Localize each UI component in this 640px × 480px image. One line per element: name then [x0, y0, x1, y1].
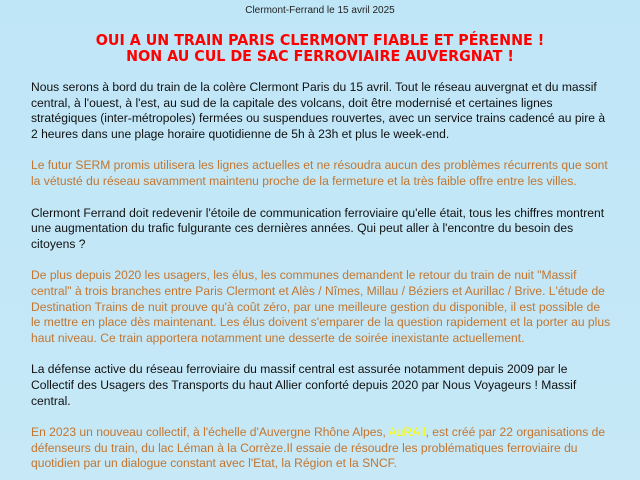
paragraph-defense-reseau: La défense active du réseau ferroviaire du massif central est assurée notamment depuis 2009 par le Collectif des Usagers des Transports du haut Allier conforté depuis 2020 par Nous Voyageurs ! Massif central. [31, 362, 577, 408]
aurail-text-before: En 2023 un nouveau collectif, à l'échelle d'Auvergne Rhône Alpes, [31, 425, 389, 440]
article-body [31, 80, 611, 480]
paragraph-train-colere: Nous serons à bord du train de la colère Clermont Paris du 15 avril. Tout le réseau auvergnat et du massif central, à l'ouest, à l'est, au sud de la capitale des volcans, doit être modernisé et certaines lignes stratégiques (inter-métropoles) fermées ou suspendues rouvertes, avec un service trains cadencé au pire à 2 heures dans une plage horaire quotidienne de 5h à 23h et plus le week-end. [31, 80, 606, 141]
paragraph-aurail [31, 425, 611, 472]
paragraph-etoile: Clermont Ferrand doit redevenir l'étoile de communication ferroviaire qu'elle était, tous les chiffres montrent une augmentation du trafic fulgurante ces dernières années. Qui peut aller à l'encontre du besoin des citoyens ? [31, 205, 605, 251]
aurail-text-after: , est créé par 22 organisations de défenseurs du train, du lac Léman à la Corrèze.Il essaie de résoudre les problématiques ferroviaire du quotidien par un dialogue constant avec l'Etat, la Région et la SNCF. [31, 425, 606, 471]
paragraph-train-de-nuit: De plus depuis 2020 les usagers, les élus, les communes demandent le retour du train de nuit "Massif central" à trois branches entre Paris Clermont et Alès / Nîmes, Millau / Béziers et Aurillac / Brive. L'étude de Destination Trains de nuit prouve qu'à coût zéro, par une meilleure gestion du disponible, il est possible de le mettre en place dès maintenant. Les élus doivent s'emparer de la question rapidement et la porter au plus haut niveau. Ce train apportera notamment une desserte de soirée inexistante actuellement. [31, 268, 611, 345]
headline-line-2: NON AU CUL DE SAC FERROVIAIRE AUVERGNAT ! [126, 47, 514, 65]
dateline: Clermont-Ferrand le 15 avril 2025 [245, 5, 395, 16]
aurail-link[interactable]: AuRAil [388, 425, 426, 440]
headline [26, 32, 615, 64]
headline-line-1: OUI A UN TRAIN PARIS CLERMONT FIABLE ET PÉRENNE ! [95, 31, 545, 49]
paragraph-serm: Le futur SERM promis utilisera les lignes actuelles et ne résoudra aucun des problèmes récurrents que sont la vétusté du réseau savamment maintenu proche de la fermeture et la très faible offre entre les villes. [31, 158, 608, 188]
